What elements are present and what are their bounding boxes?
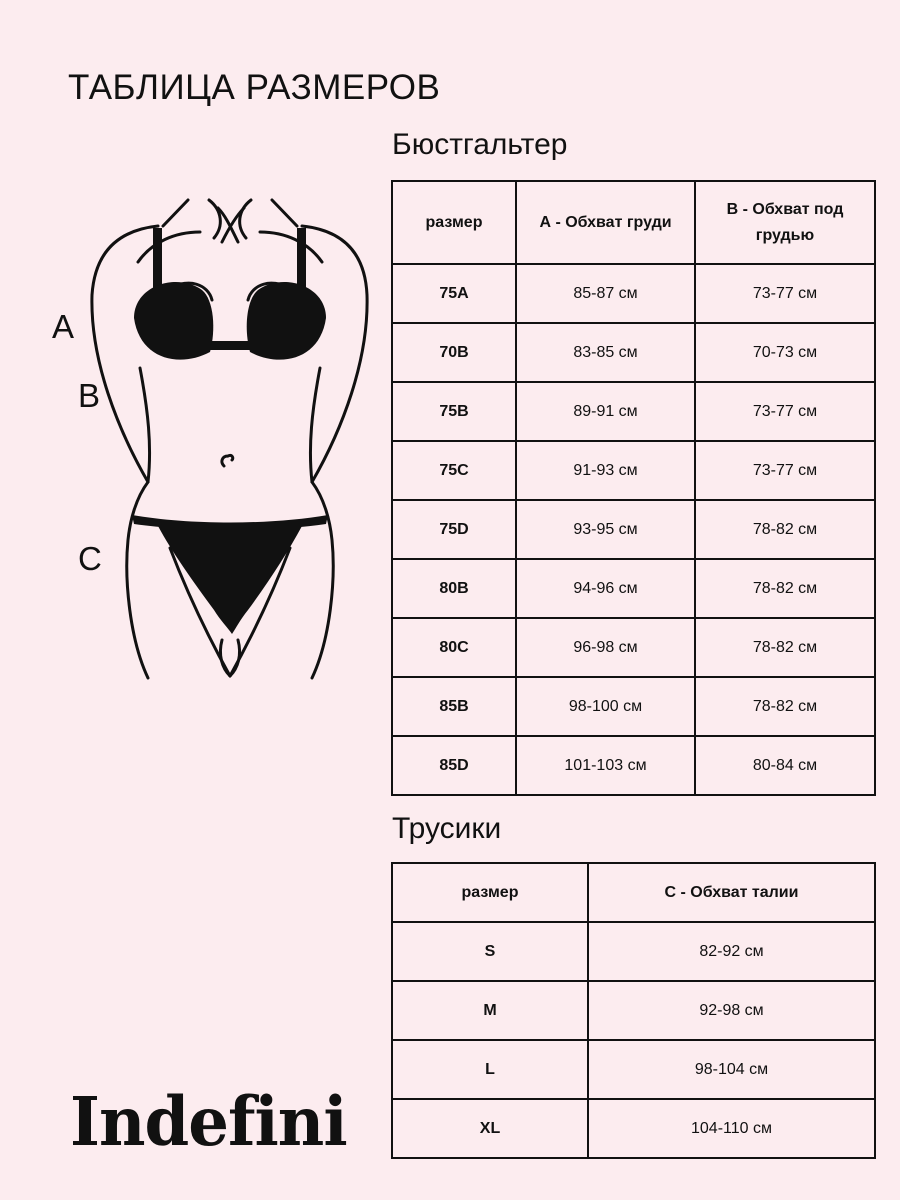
bra-header-size: размер [392, 181, 516, 264]
waist-cell: 92-98 см [588, 981, 875, 1040]
table-row [392, 323, 875, 382]
underbust-cell: 80-84 см [695, 736, 875, 795]
size-cell: 80B [392, 559, 516, 618]
measure-label-c: C [78, 540, 102, 577]
table-row [392, 677, 875, 736]
waist-cell: 104-110 см [588, 1099, 875, 1158]
panties-header-size: размер [392, 863, 588, 922]
size-cell: 75A [392, 264, 516, 323]
size-cell: L [392, 1040, 588, 1099]
bust-cell: 83-85 см [516, 323, 695, 382]
table-row [392, 264, 875, 323]
bust-cell: 89-91 см [516, 382, 695, 441]
body-figure-illustration [85, 180, 375, 690]
waist-cell: 82-92 см [588, 922, 875, 981]
size-cell: 75D [392, 500, 516, 559]
size-cell: S [392, 922, 588, 981]
underbust-cell: 78-82 см [695, 677, 875, 736]
table-row [392, 1040, 875, 1099]
bust-cell: 91-93 см [516, 441, 695, 500]
table-row [392, 618, 875, 677]
bra-header-underbust: В - Обхват под грудью [695, 181, 875, 264]
table-row [392, 1099, 875, 1158]
underbust-cell: 70-73 см [695, 323, 875, 382]
table-row [392, 922, 875, 981]
page-title: ТАБЛИЦА РАЗМЕРОВ [68, 68, 441, 107]
bust-cell: 85-87 см [516, 264, 695, 323]
table-row [392, 441, 875, 500]
size-cell: 75C [392, 441, 516, 500]
bust-cell: 94-96 см [516, 559, 695, 618]
underbust-cell: 78-82 см [695, 559, 875, 618]
table-row [392, 382, 875, 441]
bra-section-title: Бюстгальтер [392, 128, 568, 161]
bust-cell: 93-95 см [516, 500, 695, 559]
underbust-cell: 73-77 см [695, 382, 875, 441]
bust-cell: 96-98 см [516, 618, 695, 677]
waist-cell: 98-104 см [588, 1040, 875, 1099]
measure-label-a: A [52, 308, 75, 345]
size-cell: XL [392, 1099, 588, 1158]
bra-table-header [392, 181, 875, 264]
underbust-cell: 78-82 см [695, 618, 875, 677]
bust-cell: 98-100 см [516, 677, 695, 736]
panties-section-title: Трусики [392, 812, 502, 845]
size-cell: 80C [392, 618, 516, 677]
table-row [392, 736, 875, 795]
underbust-cell: 78-82 см [695, 500, 875, 559]
bra-size-table [391, 180, 876, 796]
size-cell: 85B [392, 677, 516, 736]
size-cell: M [392, 981, 588, 1040]
table-row [392, 981, 875, 1040]
table-row [392, 500, 875, 559]
size-cell: 75B [392, 382, 516, 441]
panties-header-waist: С - Обхват талии [588, 863, 875, 922]
underbust-cell: 73-77 см [695, 264, 875, 323]
bra-header-bust: А - Обхват груди [516, 181, 695, 264]
panties-table-header [392, 863, 875, 922]
brand-logo: Indefini [70, 1083, 347, 1162]
underbust-cell: 73-77 см [695, 441, 875, 500]
bust-cell: 101-103 см [516, 736, 695, 795]
size-cell: 85D [392, 736, 516, 795]
measure-label-b: B [78, 377, 101, 414]
table-row [392, 559, 875, 618]
panties-size-table [391, 862, 876, 1159]
size-cell: 70B [392, 323, 516, 382]
